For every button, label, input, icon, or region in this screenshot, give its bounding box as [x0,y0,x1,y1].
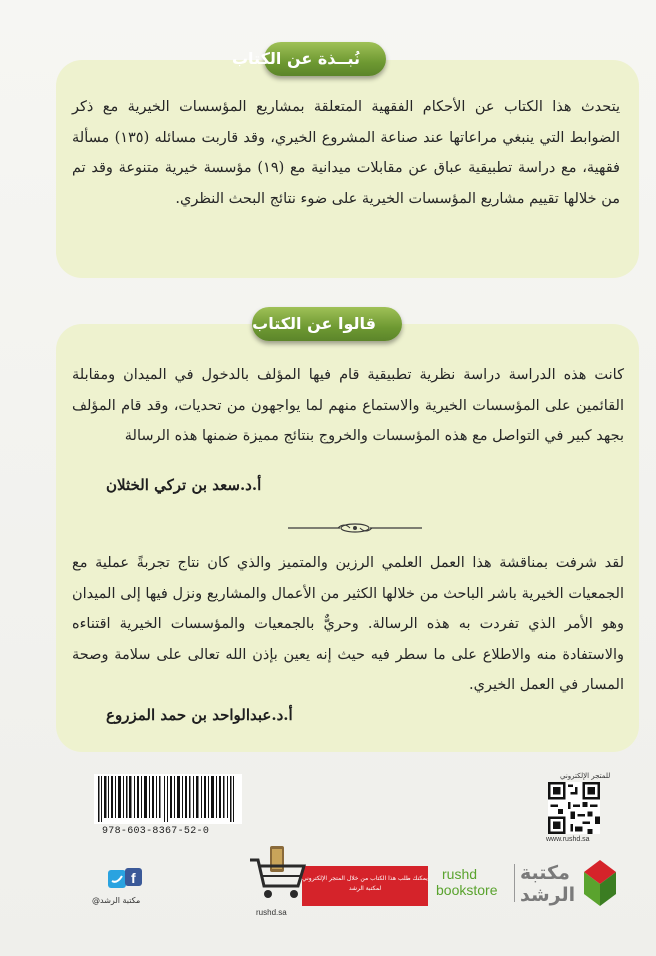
about-book-tab: نُبــذة عن الكتاب [264,42,386,76]
qr-url: www.rushd.sa [546,836,590,843]
publisher-name-en-2: bookstore [436,882,498,898]
social-handle: مكتبة الرشد@ [92,896,141,905]
reviews-tab: قالوا عن الكتاب [252,307,402,341]
review-quote-2: لقد شرفت بمناقشة هذا العمل العلمي الرزين والمتميز والذي كان نتاج تجربةً عملية مع الجمعيات الخيرية باشر الباحث من خلالها الكثير من الأعمال والمشاريع ونزل فيها إلى الميدان وهو الأمر الذي تفردت به هذه الرسالة. وحريٌّ بالجمعيات والمؤسسات الخيرية اقتناءه والاستفادة منه والاطلاع على ما سطر فيه حيث إنه يعين بإذن الله تعالى على سلامة وصحة المسار في العمل الخيري. [72,555,624,693]
publisher-name-ar-1: مكتبة [520,862,570,884]
isbn-number: 978-603-8367-52-0 [102,826,210,837]
social-media-icon[interactable] [108,868,142,890]
review-author-1: أ.د.سعد بن تركي الخثلان [106,476,262,494]
publisher-name-ar-2: الرشد [520,884,576,906]
publisher-name-en-1: rushd [442,866,478,882]
qr-label: للمتجر الإلكتروني [560,772,611,780]
store-url[interactable]: rushd.sa [256,908,287,917]
svg-text:f: f [131,870,136,886]
about-book-text: يتحدث هذا الكتاب عن الأحكام الفقهية المتعلقة بمشاريع المؤسسات الخيرية مع ذكر الضوابط التي ينبغي مراعاتها عند صناعة المشروع الخيري، وقد قاربت مسائله (١٣٥) مسألة فقهية، مع دراسة تطبيقية عباق عن مقابلات ميدانية مع (١٩) مؤسسة خيرية متنوعة وقد تم من خلالها تقييم مشاريع المؤسسات الخيرية على ضوء نتائج البحث النظري. [72,99,620,207]
logo-separator [514,864,515,902]
rushd-logo-icon [580,858,620,908]
review-quote-1: كانت هذه الدراسة دراسة نظرية تطبيقية قام فيها المؤلف بالدخول في الميدان ومقابلة القائمين على المؤسسات الخيرية والاستماع منهم لما يواجهون من تحديات، وقد قام المؤلف بجهد كبير في التواصل مع هذه المؤسسات والخروج بنتائج مميزة ضمنها هذه الرسالة [72,367,624,444]
online-store-banner: يمكنك طلب هذا الكتاب من خلال المتجر الإلكتروني لمكتبة الرشد [302,866,428,906]
ornament-divider [288,520,422,536]
review-author-2: أ.د.عبدالواحد بن حمد المزروع [106,706,293,724]
isbn-barcode [94,774,242,824]
shopping-cart-icon[interactable] [248,846,310,906]
qr-code[interactable] [548,782,600,834]
